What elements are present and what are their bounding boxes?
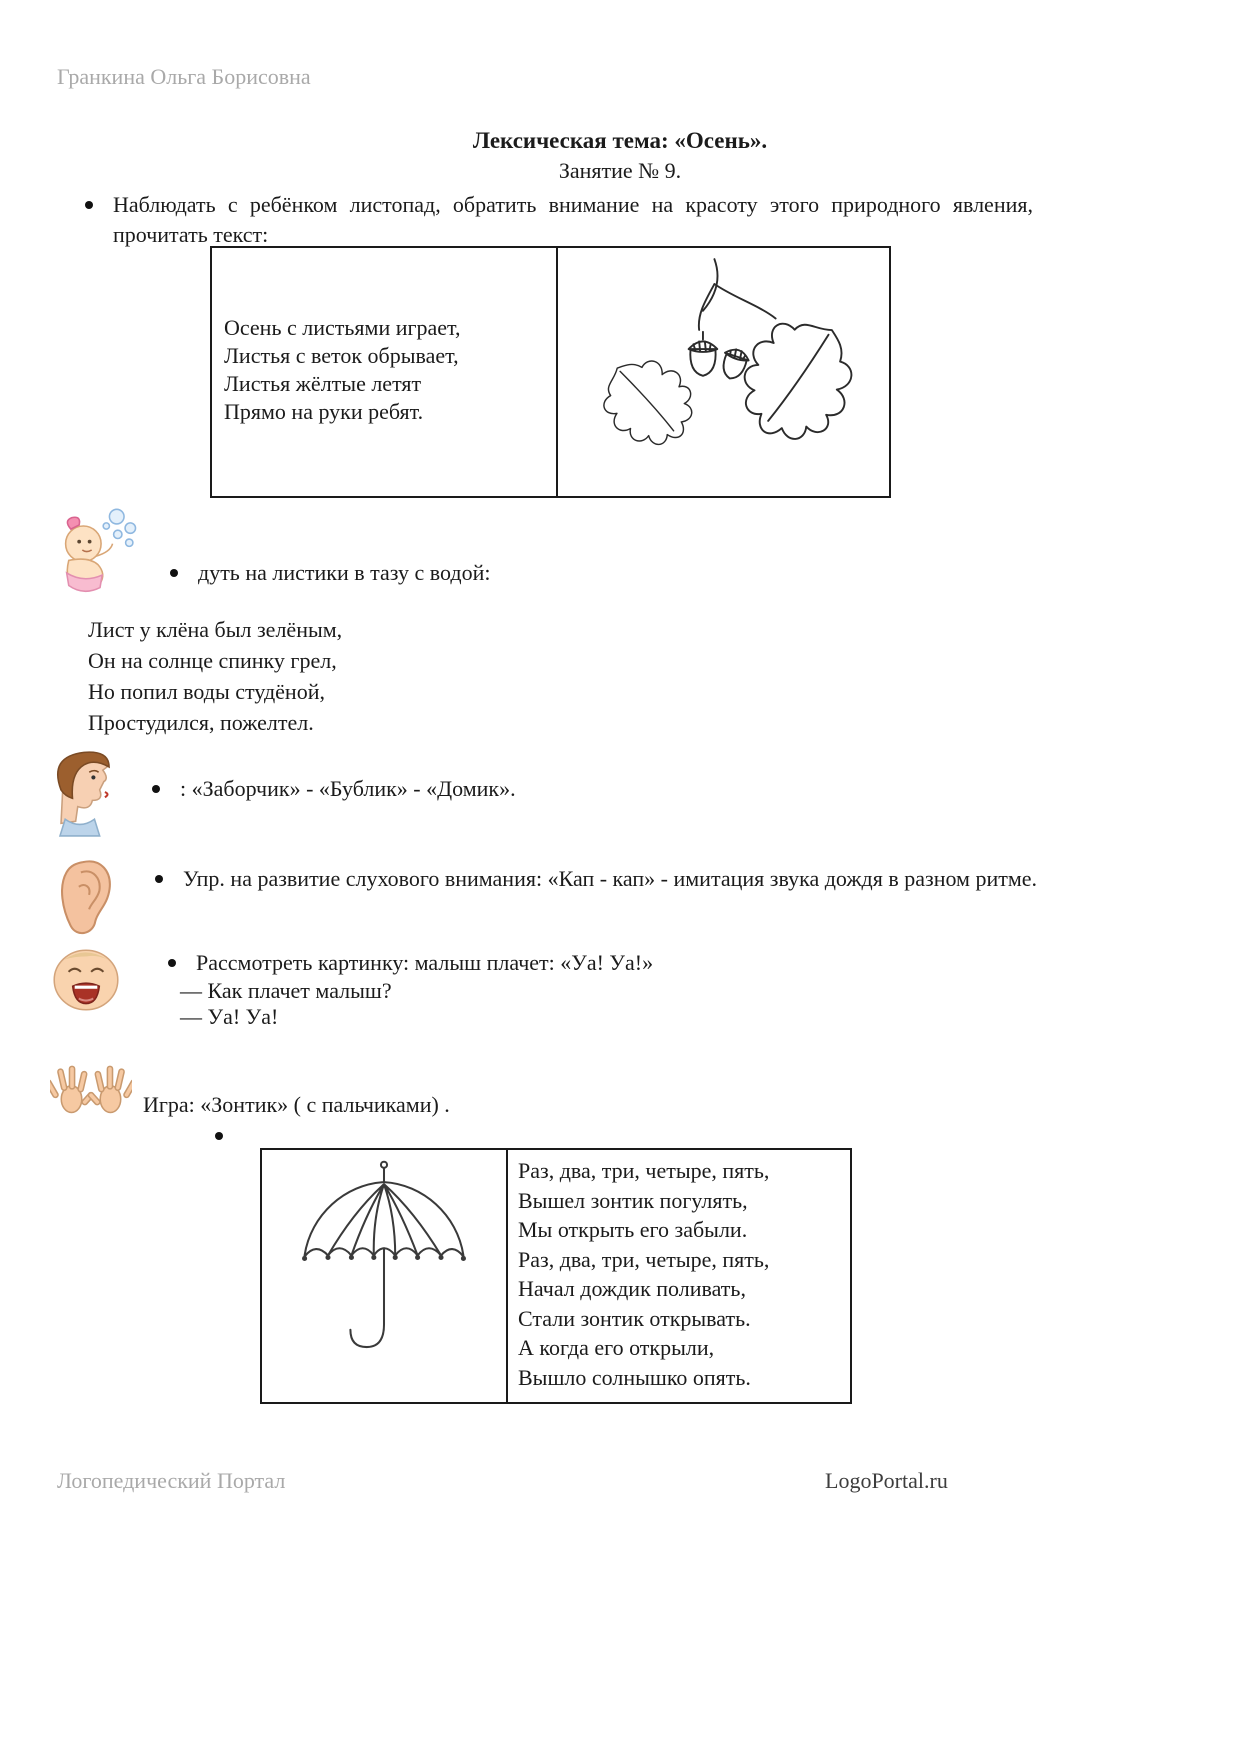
bullet-marker xyxy=(170,569,178,577)
table-cell-umbrella xyxy=(262,1150,508,1402)
bullet-item-observe xyxy=(85,190,1033,250)
hands-image xyxy=(50,1062,132,1124)
poem-line: Листья с веток обрывает, xyxy=(224,343,459,368)
poem-leaves-table xyxy=(210,246,891,498)
ear-icon xyxy=(52,858,120,938)
ear-image xyxy=(52,858,120,938)
bullet-marker xyxy=(168,959,176,967)
poem-line: Но попил воды студёной, xyxy=(88,679,325,704)
bullet-marker xyxy=(215,1132,223,1140)
poem-line: А когда его открыли, xyxy=(518,1335,715,1360)
bullet-marker xyxy=(155,875,163,883)
bullet-text: : «Заборчик» - «Бублик» - «Домик». xyxy=(180,776,516,801)
poem-line: Простудился, пожелтел. xyxy=(88,710,314,735)
crying-baby-image xyxy=(46,944,126,1014)
bullet-marker xyxy=(85,201,93,209)
table-cell-image xyxy=(558,248,889,496)
poem-maple-leaf xyxy=(88,614,342,738)
poem-line: Стали зонтик открывать. xyxy=(518,1305,751,1331)
bullet-item-articulation xyxy=(152,774,852,804)
dialog-line: — Уа! Уа! xyxy=(180,1004,279,1029)
poem-line: Лист у клёна был зелёным, xyxy=(88,617,343,642)
poem-line: Мы открыть его забыли. xyxy=(518,1217,748,1242)
bullet-text: Рассмотреть картинку: малыш плачет: «Уа! Уа!» xyxy=(196,950,654,975)
bullet-marker xyxy=(152,785,160,793)
girl-profile-image xyxy=(46,744,122,838)
footer-site-url: LogoPortal.ru xyxy=(825,1468,948,1493)
footer-site-name: Логопедический Портал xyxy=(57,1468,286,1493)
bullet-text: дуть на листики в тазу с водой: xyxy=(198,560,491,585)
bullet-item-picture xyxy=(168,948,968,978)
game-title: Игра: «Зонтик» ( с пальчиками) . xyxy=(143,1092,450,1117)
oak-leaves-image xyxy=(571,255,877,489)
bullet-item-blow xyxy=(170,558,870,588)
table-cell-poem xyxy=(508,1150,850,1402)
poem-line: Листья жёлтые летят xyxy=(224,371,422,396)
poem-line: Вышел зонтик погулять, xyxy=(518,1187,748,1213)
page-title: Лексическая тема: «Осень». xyxy=(472,128,768,153)
dialog-line: — Как плачет малыш? xyxy=(180,978,392,1003)
poem-line: Вышло солнышко опять. xyxy=(518,1364,751,1390)
open-hands-icon xyxy=(50,1062,132,1124)
baby-blowing-bubbles-icon xyxy=(52,502,146,598)
poem-line: Начал дождик поливать, xyxy=(518,1276,746,1301)
poem-line: Раз, два, три, четыре, пять, xyxy=(518,1158,770,1183)
poem-line: Осень с листьями играет, xyxy=(224,315,461,340)
umbrella-poem-table xyxy=(260,1148,852,1404)
poem-line: Прямо на руки ребят. xyxy=(224,399,424,424)
bullet-item-listening xyxy=(155,864,1043,894)
girl-profile-icon xyxy=(46,744,122,838)
umbrella-image xyxy=(272,1154,496,1366)
author-line: Гранкина Ольга Борисовна xyxy=(57,64,311,89)
bullet-text: Упр. на развитие слухового внимания: «Кап - кап» - имитация звука дождя в разном ритме. xyxy=(183,866,1038,891)
poem-line: Раз, два, три, четыре, пять, xyxy=(518,1246,770,1272)
bullet-text: Наблюдать с ребёнком листопад, обратить внимание на красоту этого природного явления, прочитать текст: xyxy=(113,192,1033,247)
baby-bubbles-image xyxy=(52,502,146,598)
table-cell-poem xyxy=(212,248,558,496)
page-subtitle: Занятие № 9. xyxy=(558,158,682,183)
poem-line: Он на солнце спинку грел, xyxy=(88,648,337,673)
dialog-lines xyxy=(180,978,392,1030)
crying-baby-icon xyxy=(46,944,126,1014)
